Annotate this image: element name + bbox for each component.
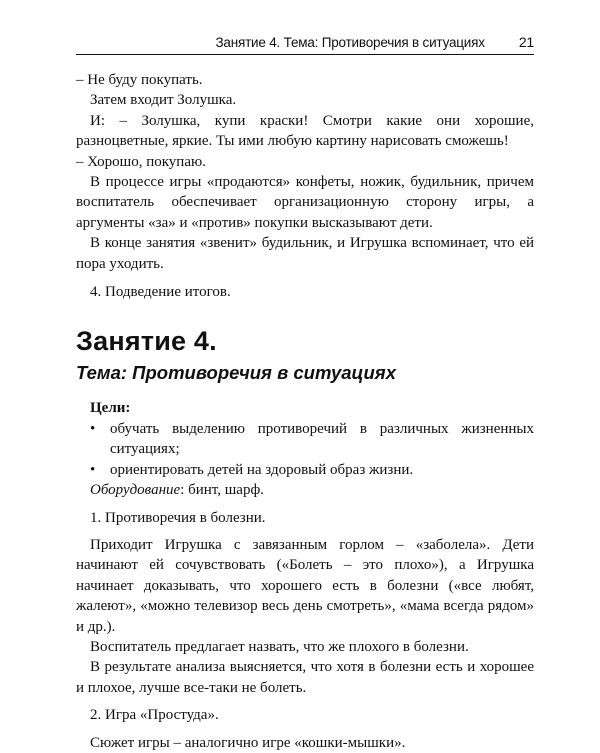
equipment-text: : бинт, шарф.	[180, 482, 264, 499]
goal-text: ориентировать детей на здоровый образ жизни.	[110, 461, 414, 478]
paragraph: Приходит Игрушка с завязанным горлом – «заболела». Дети начинают ей сочувствовать («Болеть – это плохо»), а Игрушка начинает доказывать, что хорошего есть в болезни («все любят, жалеют», «можно телевизор весь день смотреть», «мама всегда рядом» и др.).	[76, 536, 534, 635]
paragraph: – Не буду покупать.	[76, 72, 203, 88]
lesson-title: Занятие 4.	[76, 326, 217, 357]
paragraph: В конце занятия «звенит» будильник, и Игрушка вспоминает, что ей пора уходить.	[76, 235, 534, 272]
page-body	[76, 70, 534, 753]
section-title: 1. Противоречия в болезни.	[90, 509, 266, 526]
summary-item: 4. Подведение итогов.	[90, 284, 231, 301]
page-number: 21	[518, 34, 534, 50]
paragraph: Сюжет игры – аналогично игре «кошки-мышки».	[90, 734, 406, 751]
equipment-line	[76, 480, 534, 500]
paragraph: – Хорошо, покупаю.	[76, 153, 206, 170]
header-rule	[76, 54, 534, 55]
section-title: 2. Игра «Простуда».	[90, 707, 219, 724]
running-title: Занятие 4. Тема: Противоречия в ситуациях	[215, 35, 485, 50]
paragraph: Воспитатель предлагает назвать, что же плохого в болезни.	[90, 638, 469, 655]
goals-list	[76, 419, 534, 480]
goals-heading: Цели:	[90, 400, 131, 417]
bullet-icon: •	[90, 461, 96, 478]
lesson-topic: Тема: Противоречия в ситуациях	[76, 362, 396, 384]
paragraph: Затем входит Золушка.	[90, 92, 237, 109]
paragraph: И: – Золушка, купи краски! Смотри какие они хорошие, разноцветные, яркие. Ты ими любую картину нарисовать сможешь!	[76, 112, 534, 150]
paragraph: В результате анализа выясняется, что хотя в болезни есть и хорошее и плохое, лучше все-таки не болеть.	[76, 659, 534, 696]
bullet-icon: •	[90, 420, 96, 437]
running-header	[76, 34, 534, 50]
equipment-label: Оборудование	[90, 482, 181, 499]
goal-item	[76, 419, 534, 460]
goal-text: обучать выделению противоречий в различных жизненных ситуациях;	[110, 420, 534, 458]
paragraph: В процессе игры «продаются» конфеты, ножик, будильник, причем воспитатель обеспечивает организационную сторону игры, а аргументы «за» и «против» покупки высказывают дети.	[76, 174, 534, 231]
goal-item	[76, 460, 534, 480]
